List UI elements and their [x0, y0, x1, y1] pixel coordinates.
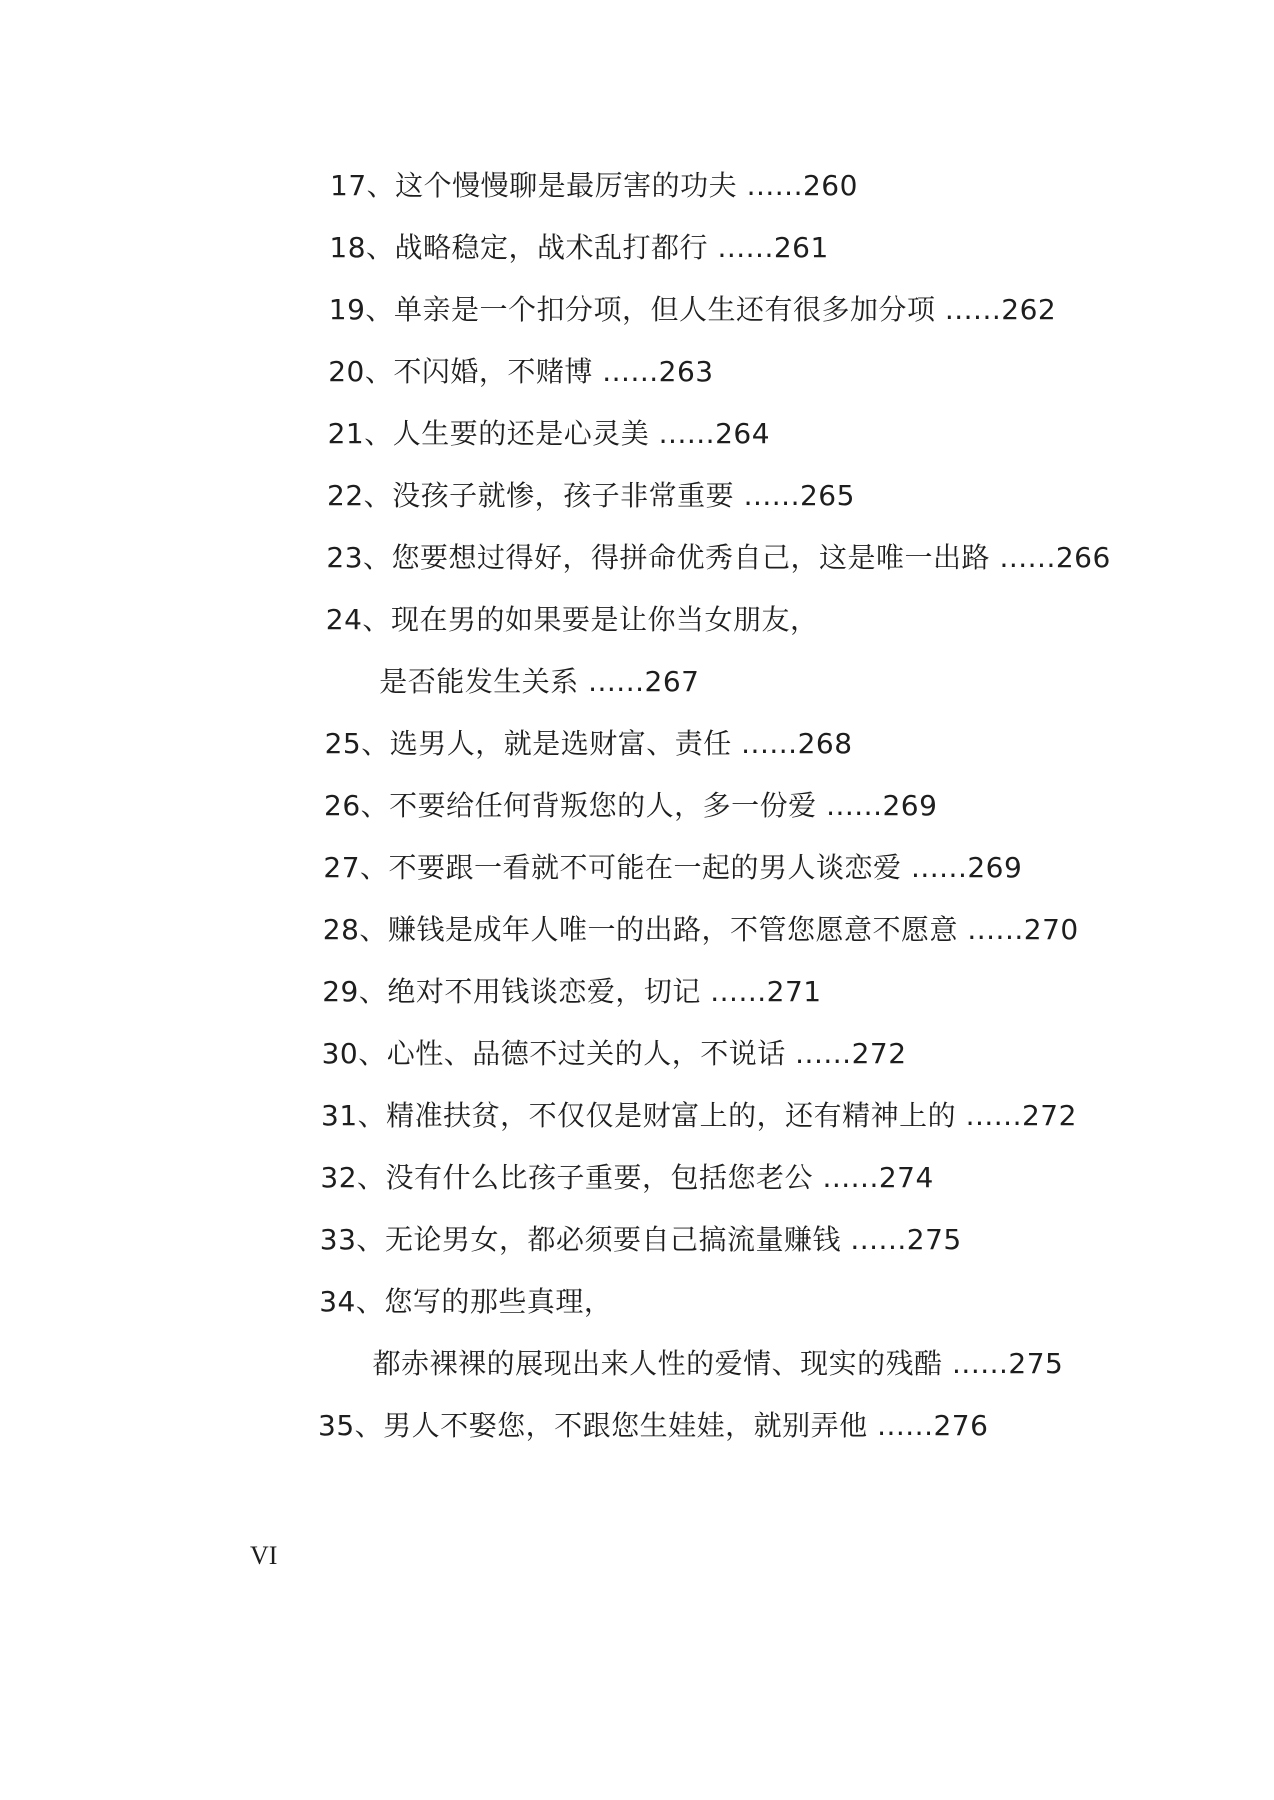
toc-entry-number: 31、	[321, 1099, 387, 1132]
toc-entry-number: 24、	[325, 603, 391, 636]
toc-leader-dots: ......	[822, 1161, 879, 1194]
toc-entry-title: 心性、品德不过关的人，不说话	[386, 1037, 786, 1070]
toc-leader-dots: ......	[710, 975, 767, 1008]
toc-entry-page: 275	[906, 1223, 962, 1256]
toc-entry-page: 270	[1023, 913, 1079, 946]
toc-entry-number: 30、	[321, 1037, 387, 1070]
toc-entry-page: 267	[644, 665, 700, 698]
toc-entry-page: 264	[715, 417, 771, 450]
toc-entry-number: 17、	[330, 169, 396, 202]
toc-leader-dots: ......	[743, 479, 800, 512]
toc-leader-dots: ......	[910, 851, 968, 884]
toc-entry-number: 21、	[327, 417, 393, 450]
toc-entry	[329, 292, 1056, 328]
toc-entry-page: 263	[658, 355, 714, 388]
toc-entry	[322, 974, 821, 1010]
toc-leader-dots: ......	[967, 913, 1024, 946]
toc-entry-number: 18、	[329, 231, 395, 264]
toc-leader-dots: ......	[658, 417, 716, 450]
toc-entry	[320, 1222, 962, 1258]
toc-entry-title: 选男人，就是选财富、责任	[389, 727, 732, 760]
toc-entry	[325, 726, 853, 762]
toc-entry-title-continuation: 都赤裸裸的展现出来人性的爱情、现实的残酷	[372, 1347, 943, 1380]
toc-entry-title: 绝对不用钱谈恋爱，切记	[387, 975, 701, 1008]
toc-entry-title: 人生要的还是心灵美	[392, 417, 650, 450]
toc-entry	[328, 416, 770, 452]
toc-leader-dots: ......	[795, 1037, 852, 1070]
toc-leader-dots: ......	[717, 231, 774, 264]
toc-entry-number: 19、	[328, 293, 394, 326]
toc-entry-page: 262	[1001, 293, 1057, 326]
toc-leader-dots: ......	[944, 293, 1002, 326]
toc-entry-title: 没有什么比孩子重要，包括您老公	[385, 1161, 814, 1194]
toc-entry-title: 不要跟一看就不可能在一起的男人谈恋爱	[388, 851, 902, 884]
toc-entry-page: 269	[967, 851, 1023, 884]
toc-entry-number: 32、	[320, 1161, 386, 1194]
toc-entry	[326, 602, 819, 638]
toc-entry-title: 现在男的如果要是让你当女朋友，	[390, 603, 819, 636]
toc-leader-dots: ......	[877, 1409, 934, 1442]
toc-entry-title-continuation: 是否能发生关系	[379, 665, 579, 698]
toc-leader-dots: ......	[826, 789, 883, 822]
toc-entry-title: 您要想过得好，得拼命优秀自己，这是唯一出路	[391, 541, 991, 574]
toc-entry	[319, 1284, 612, 1320]
toc-entry-number: 22、	[327, 479, 393, 512]
toc-entry-page: 272	[1021, 1099, 1077, 1132]
toc-entry-title: 无论男女，都必须要自己搞流量赚钱	[384, 1223, 841, 1256]
toc-entry-number: 29、	[322, 975, 388, 1008]
toc-entry-page: 275	[1008, 1347, 1064, 1380]
toc-entry	[321, 1098, 1077, 1134]
toc-entry-page: 260	[802, 169, 858, 202]
toc-entry-page: 276	[933, 1409, 989, 1442]
toc-leader-dots: ......	[999, 541, 1056, 574]
toc-entry	[323, 912, 1079, 948]
toc-entry-title: 单亲是一个扣分项，但人生还有很多加分项	[393, 293, 936, 326]
toc-entry-number: 35、	[318, 1409, 384, 1442]
toc-entry-title: 没孩子就惨，孩子非常重要	[392, 479, 735, 512]
toc-entry-page: 261	[773, 231, 829, 264]
toc-entry-title: 赚钱是成年人唯一的出路，不管您愿意不愿意	[387, 913, 958, 946]
toc-entry-title: 男人不娶您，不跟您生娃娃，就别弄他	[383, 1409, 868, 1442]
toc-entry-page: 274	[878, 1161, 934, 1194]
toc-entry-continuation-line	[373, 1346, 1064, 1382]
toc-entry-number: 23、	[326, 541, 392, 574]
toc-entry	[320, 1160, 933, 1196]
toc-entry-title: 不要给任何背叛您的人，多一份爱	[389, 789, 817, 822]
toc-entry-page: 268	[797, 727, 853, 760]
toc-entry-number: 33、	[319, 1223, 385, 1256]
toc-entry-number: 20、	[328, 355, 394, 388]
toc-entry-page: 265	[799, 479, 855, 512]
toc-entry-page: 271	[766, 975, 822, 1008]
toc-entry-title: 您写的那些真理，	[384, 1285, 613, 1318]
toc-leader-dots: ......	[746, 169, 803, 202]
toc-entry-page: 269	[882, 789, 938, 822]
toc-entry	[323, 850, 1022, 886]
toc-entry-title: 这个慢慢聊是最厉害的功夫	[395, 169, 738, 202]
toc-leader-dots: ......	[588, 665, 645, 698]
toc-entry-number: 34、	[319, 1285, 385, 1318]
toc-leader-dots: ......	[850, 1223, 907, 1256]
toc-entry	[324, 788, 937, 824]
toc-entry	[322, 1036, 907, 1072]
toc-entry	[329, 230, 828, 266]
toc-entry	[330, 168, 858, 204]
toc-leader-dots: ......	[965, 1099, 1022, 1132]
toc-entry-continuation-line	[379, 664, 699, 700]
toc-entry-title: 精准扶贫，不仅仅是财富上的，还有精神上的	[386, 1099, 957, 1132]
toc-leader-dots: ......	[741, 727, 798, 760]
toc-entry-page: 266	[1055, 541, 1111, 574]
page-number: VI	[250, 1541, 278, 1570]
toc-entry-number: 27、	[323, 851, 389, 884]
toc-leader-dots: ......	[602, 355, 659, 388]
toc-entry-number: 28、	[322, 913, 388, 946]
toc-entry	[328, 354, 713, 390]
toc-entry	[318, 1408, 988, 1444]
toc-entry-title: 战略稳定，战术乱打都行	[394, 231, 709, 264]
toc-entry-number: 26、	[324, 789, 390, 822]
toc-entry-number: 25、	[324, 727, 390, 760]
toc-entry-page: 272	[851, 1037, 907, 1070]
toc-entry-title: 不闪婚，不赌博	[393, 355, 593, 388]
toc-leader-dots: ......	[952, 1347, 1009, 1380]
toc-entry	[327, 478, 855, 514]
toc-entry	[326, 540, 1110, 576]
